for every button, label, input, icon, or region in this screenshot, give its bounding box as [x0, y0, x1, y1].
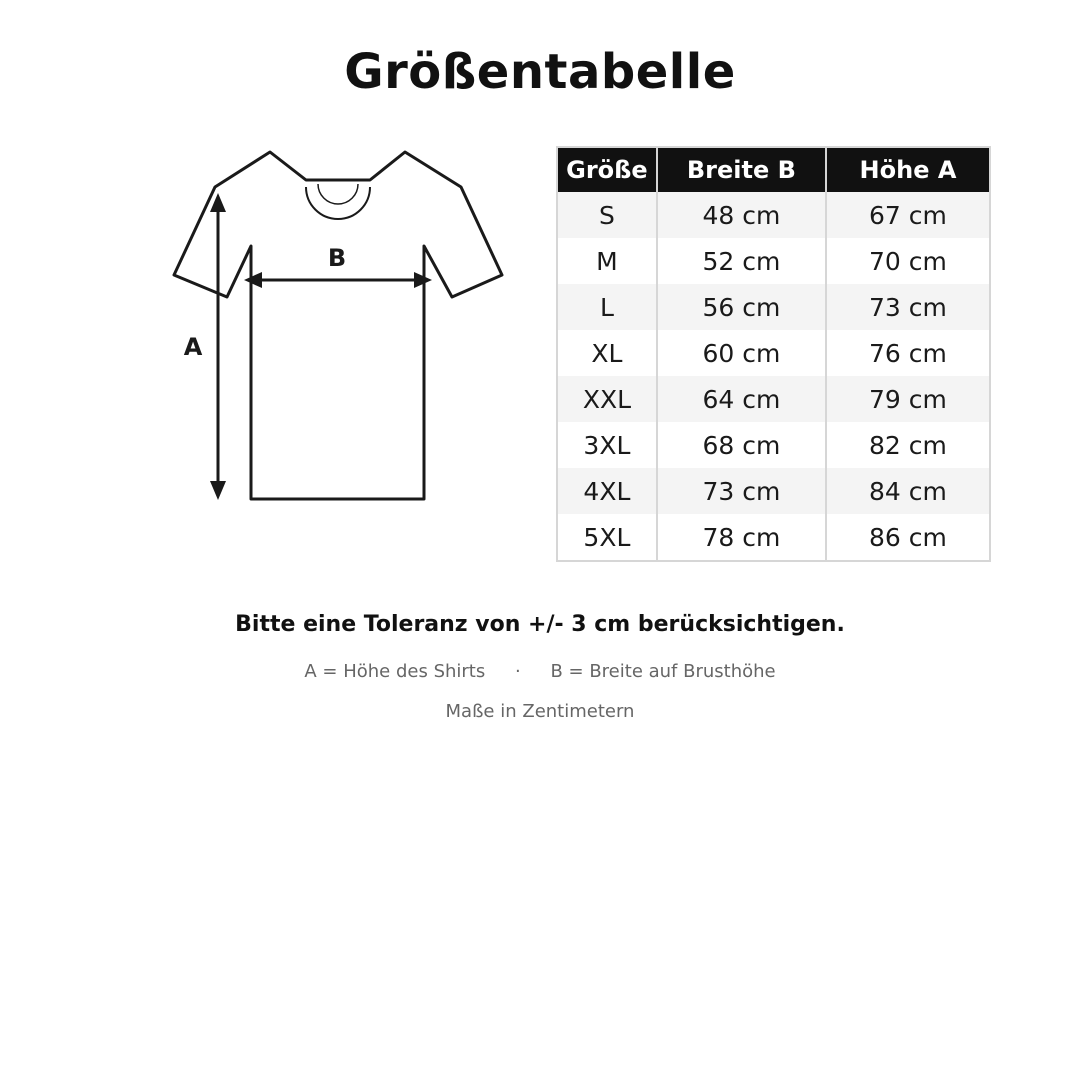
cell-width: 78 cm: [657, 514, 826, 561]
width-arrow-left-head: [244, 272, 262, 288]
cell-width: 52 cm: [657, 238, 826, 284]
label-a: A: [183, 333, 203, 361]
legend-separator: ·: [514, 661, 521, 682]
table-row: [557, 376, 990, 422]
height-arrow-down-head: [210, 481, 226, 500]
cell-height: 82 cm: [826, 422, 990, 468]
header-height: Höhe A: [826, 147, 990, 192]
cell-width: 48 cm: [657, 192, 826, 238]
t-shirt-measurement-icon: [160, 140, 520, 520]
cell-width: 73 cm: [657, 468, 826, 514]
table-row: [557, 468, 990, 514]
legend-a: A = Höhe des Shirts: [304, 661, 486, 682]
label-b: B: [327, 244, 347, 272]
measurement-legend: [0, 660, 1080, 684]
cell-size: 5XL: [557, 514, 657, 561]
legend-b: B = Breite auf Brusthöhe: [550, 661, 776, 682]
cell-size: XXL: [557, 376, 657, 422]
cell-height: 70 cm: [826, 238, 990, 284]
size-table: [556, 146, 991, 562]
table-row: [557, 238, 990, 284]
table-row: [557, 330, 990, 376]
cell-width: 64 cm: [657, 376, 826, 422]
header-size: Größe: [557, 147, 657, 192]
unit-note: Maße in Zentimetern: [445, 701, 635, 722]
cell-height: 67 cm: [826, 192, 990, 238]
page-title: Größentabelle: [344, 44, 736, 100]
table-row: [557, 284, 990, 330]
collar-line: [306, 187, 370, 219]
collar-inner-line: [318, 184, 358, 204]
cell-width: 56 cm: [657, 284, 826, 330]
table-row: [557, 422, 990, 468]
table-row: [557, 192, 990, 238]
cell-height: 76 cm: [826, 330, 990, 376]
cell-height: 73 cm: [826, 284, 990, 330]
cell-size: XL: [557, 330, 657, 376]
table-header-row: [557, 147, 990, 192]
header-width: Breite B: [657, 147, 826, 192]
table-row: [557, 514, 990, 561]
cell-height: 86 cm: [826, 514, 990, 561]
cell-height: 84 cm: [826, 468, 990, 514]
cell-size: L: [557, 284, 657, 330]
cell-width: 60 cm: [657, 330, 826, 376]
cell-height: 79 cm: [826, 376, 990, 422]
t-shirt-diagram: [160, 140, 520, 520]
cell-width: 68 cm: [657, 422, 826, 468]
cell-size: 3XL: [557, 422, 657, 468]
tolerance-note: Bitte eine Toleranz von +/- 3 cm berücksichtigen.: [235, 612, 845, 637]
cell-size: S: [557, 192, 657, 238]
cell-size: M: [557, 238, 657, 284]
cell-size: 4XL: [557, 468, 657, 514]
